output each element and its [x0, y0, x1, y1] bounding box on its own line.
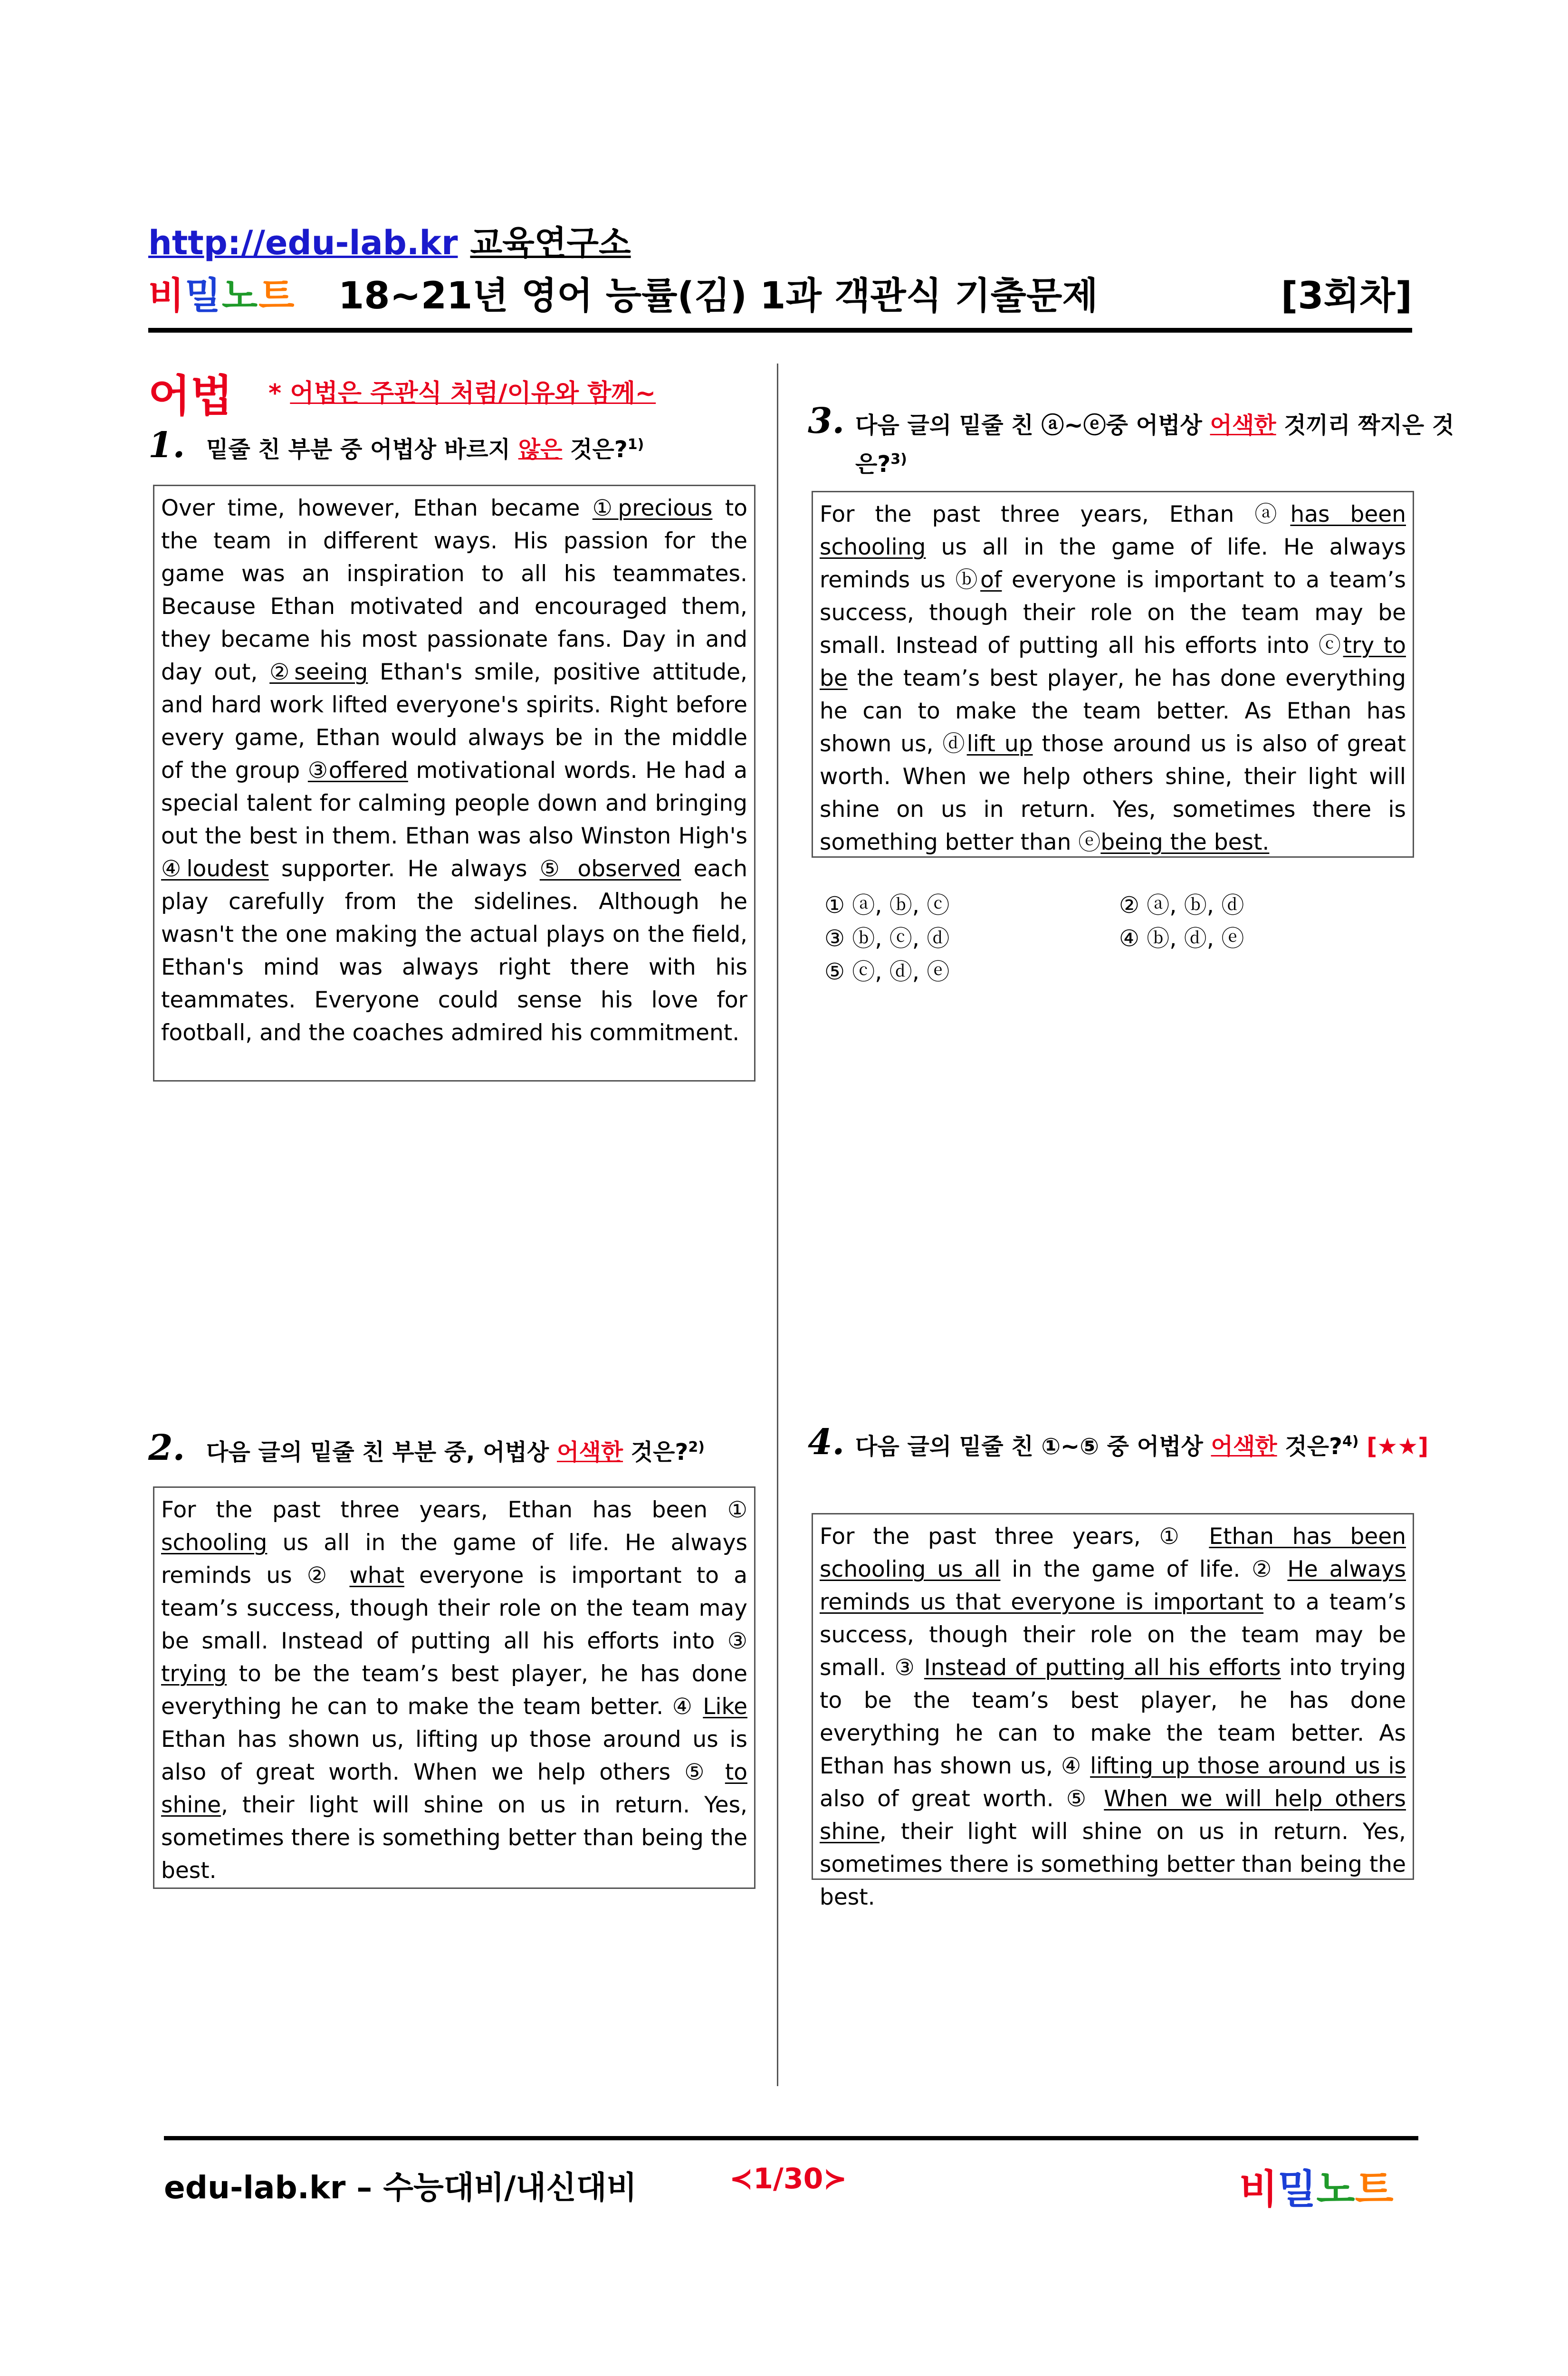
choice-3[interactable]: ③ ⓑ, ⓒ, ⓓ	[824, 925, 950, 952]
q1-stem: 1. 밑줄 친 부분 중 어법상 바르지 않은 것은?$^{1)}$	[148, 425, 644, 466]
difficulty-stars: [★★]	[1367, 1433, 1429, 1460]
choice-4[interactable]: ④ ⓑ, ⓓ, ⓔ	[1119, 925, 1244, 952]
footer-site: edu-lab.kr – 수능대비/내신대비	[164, 2169, 637, 2206]
q2-number: 2.	[148, 1428, 185, 1468]
q4-stem: 4. 다음 글의 밑줄 친 ①~⑤ 중 어법상 어색한 것은?$^{4)}$ [★★]	[808, 1422, 1429, 1463]
page-number: ≺1/30≻	[729, 2162, 847, 2195]
footer-brand-logo: 비밀노트	[1239, 2166, 1394, 2213]
title-row	[148, 266, 1412, 318]
page-title: 18~21년 영어 능률(김) 1과 객관식 기출문제	[338, 275, 1098, 317]
q4-number: 4.	[808, 1422, 845, 1463]
header-url-line	[148, 216, 631, 264]
q2-passage: For the past three years, Ethan has been ① schooling us all in the game of life. He always reminds us ② what everyone is important to a team’s success, though their role on the team may be small. Instead of putting all his efforts into ③ trying to be the team’s best player, he has done everything he can to make the team better. ④ Like Ethan has shown us, lifting up those around us is also of great worth. When we help others ⑤ to shine, their light will shine on us in return. Yes, sometimes there is something better than being the best.	[153, 1486, 755, 1889]
round-label: [3회차]	[1281, 275, 1412, 317]
q3-choices	[824, 889, 1395, 993]
q1-number: 1.	[148, 425, 185, 466]
choice-1[interactable]: ① ⓐ, ⓑ, ⓒ	[824, 892, 950, 919]
brand-logo: 비밀노트	[148, 275, 296, 317]
q3-number: 3.	[808, 401, 845, 441]
q2-stem: 2. 다음 글의 밑줄 친 부분 중, 어법상 어색한 것은?$^{2)}$	[148, 1428, 705, 1468]
q3-stem: 3. 다음 글의 밑줄 친 ⓐ~ⓔ중 어법상 어색한 것끼리 짝지은 것은?$^{3)}$	[808, 401, 1454, 478]
footer-rule	[164, 2136, 1418, 2140]
section-note: * 어법은 주관식 처럼/이유와 함께~	[268, 379, 656, 408]
q1-passage: Over time, however, Ethan became ①precious to the team in different ways. His passion for the game was an inspiration to all his teammates. Because Ethan motivated and encouraged them, they became his most passionate fans. Day in and day out, ②seeing Ethan's smile, positive attitude, and hard work lifted everyone's spirits. Right before every game, Ethan would always be in the middle of the group ③offered motivational words. He had a special talent for calming people down and bringing out the best in them. Ethan was also Winston High's ④loudest supporter. He always ⑤ observed each play carefully from the sidelines. Although he wasn't the one making the actual plays on the field, Ethan's mind was always right there with his teammates. Everyone could sense his love for football, and the coaches admired his commitment.	[153, 485, 755, 1082]
column-divider	[777, 364, 778, 2086]
institute-name: 교육연구소	[470, 223, 631, 262]
q4-passage: For the past three years, ① Ethan has been schooling us all in the game of life. ② He always reminds us that everyone is important to a team’s success, though their role on the team may be small. ③ Instead of putting all his efforts into trying to be the team’s best player, he has done everything he can to make the team better. As Ethan has shown us, ④ lifting up those around us is also of great worth. ⑤ When we will help others shine, their light will shine on us in return. Yes, sometimes there is something better than being the best.	[812, 1513, 1414, 1880]
site-link[interactable]: http://edu-lab.kr	[148, 223, 458, 262]
choice-2[interactable]: ② ⓐ, ⓑ, ⓓ	[1119, 892, 1244, 919]
q3-passage: For the past three years, Ethan ⓐhas been schooling us all in the game of life. He always reminds us ⓑof everyone is important to a team’s success, though their role on the team may be small. Instead of putting all his efforts into ⓒtry to be the team’s best player, he has done everything he can to make the team better. As Ethan has shown us, ⓓlift up those around us is also of great worth. When we help others shine, their light will shine on us in return. Yes, sometimes there is something better than ⓔbeing the best.	[812, 491, 1414, 858]
header-rule	[148, 328, 1412, 333]
choice-5[interactable]: ⑤ ⓒ, ⓓ, ⓔ	[824, 958, 950, 985]
section-heading: 어법	[148, 371, 233, 422]
